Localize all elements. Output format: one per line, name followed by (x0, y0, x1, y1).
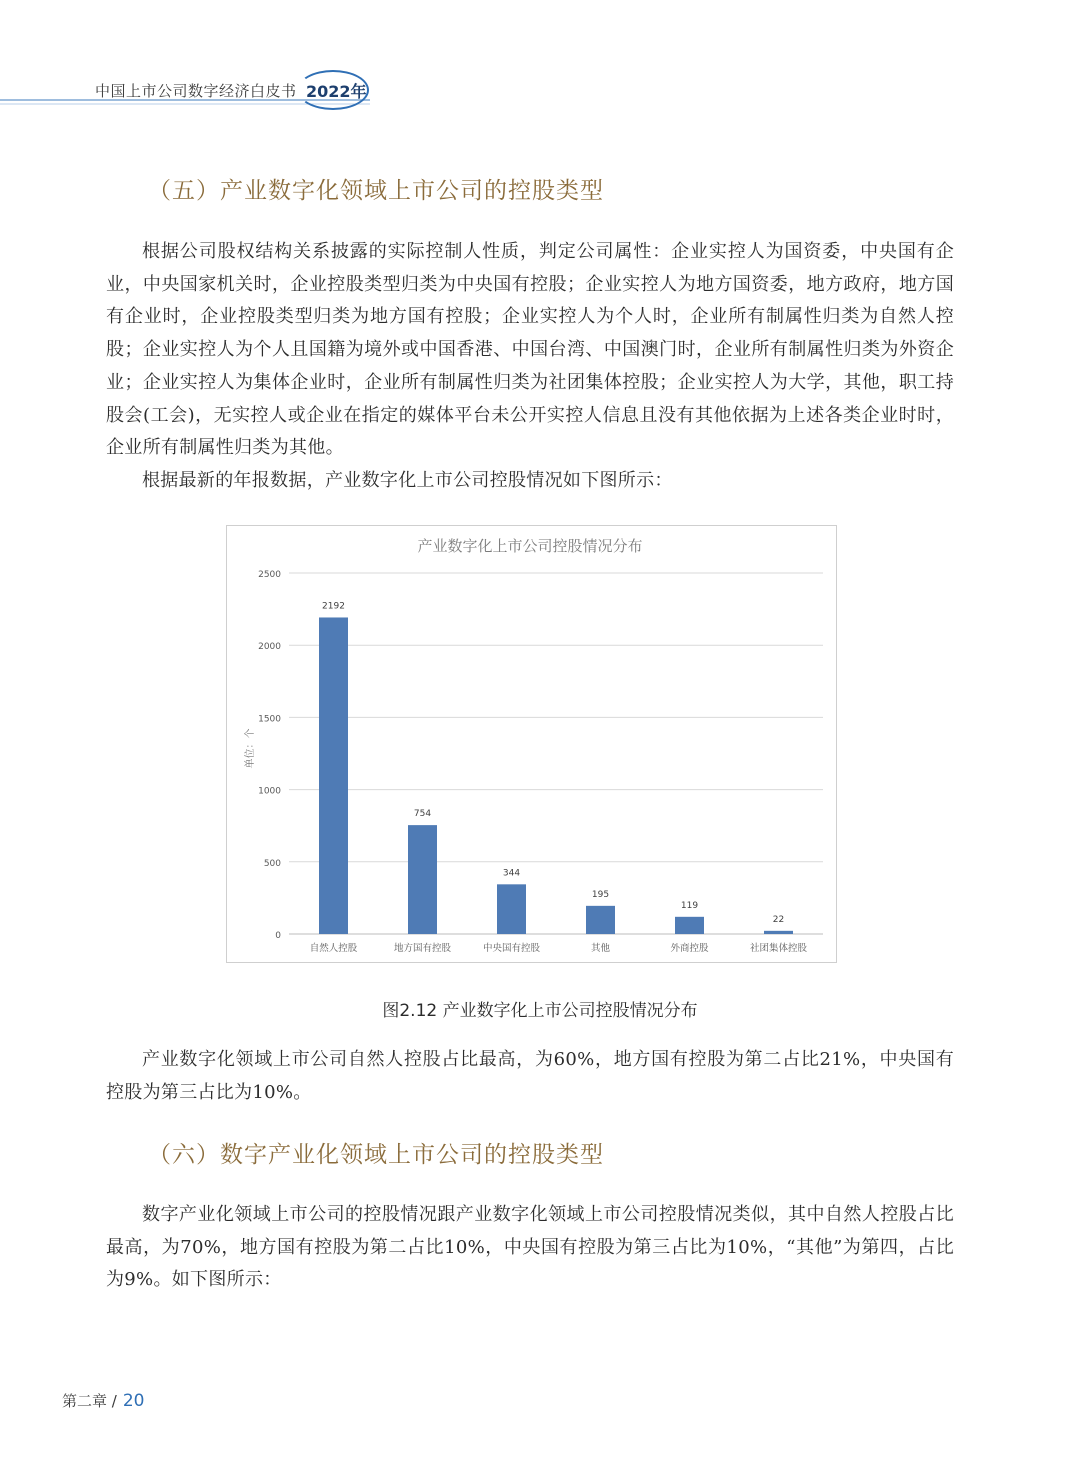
bar-1 (319, 617, 348, 934)
page-number: 20 (122, 1391, 145, 1411)
section-5-paragraph-1: 根据公司股权结构关系披露的实际控制人性质，判定公司属性：企业实控人为国资委，中央国有企业，中央国家机关时，企业控股类型归类为中央国有控股；企业实控人为地方国资委，地方政府，地方国有企业时，企业控股类型归类为地方国有控股；企业实控人为个人时，企业所有制属性归类为自然人控股；企业实控人为个人且国籍为境外或中国香港、中国台湾、中国澳门时，企业所有制属性归类为外资企业；企业实控人为集体企业时，企业所有制属性归类为社团集体控股；企业实控人为大学，其他，职工持股会(工会)，无实控人或企业在指定的媒体平台未公开实控人信息且没有其他依据为上述各类企业时时，企业所有制属性归类为其他。 (106, 241, 954, 459)
y-tick-label: 2000 (258, 642, 281, 653)
bar-value-label: 754 (413, 809, 432, 820)
bar-4 (586, 906, 615, 934)
x-tick-label: 中央国有控股 (482, 943, 541, 954)
bar-value-label: 22 (772, 914, 785, 925)
footer-chapter: 第二章 / (62, 1392, 117, 1410)
bar-value-label: 195 (591, 889, 610, 900)
chart-container (226, 525, 837, 963)
y-tick-label: 500 (263, 858, 281, 869)
header-title: 中国上市公司数字经济白皮书 (95, 82, 297, 100)
section-6-heading: （六）数字产业化领域上市公司的控股类型 (148, 1142, 604, 1168)
y-tick-label: 0 (275, 931, 281, 941)
x-tick-label: 地方国有控股 (393, 943, 452, 954)
bar-3 (497, 884, 526, 934)
y-axis-label: 单位：个 (245, 728, 256, 769)
x-tick-label: 社团集体控股 (749, 943, 808, 954)
y-tick-label: 2500 (258, 570, 281, 580)
bar-value-label: 344 (502, 868, 521, 879)
x-tick-label: 外商控股 (670, 943, 709, 954)
bar-6 (764, 931, 793, 934)
header-year: 2022年 (306, 82, 367, 101)
bar-chart (227, 526, 836, 962)
page-header (0, 60, 1080, 120)
bar-5 (675, 917, 704, 934)
y-tick-label: 1500 (258, 714, 281, 725)
bar-value-label: 119 (680, 900, 699, 911)
chart-title: 产业数字化上市公司控股情况分布 (417, 537, 643, 555)
section-5-heading: （五）产业数字化领域上市公司的控股类型 (148, 178, 604, 204)
section-5-paragraph-3: 产业数字化领域上市公司自然人控股占比最高，为60%，地方国有控股为第二占比21%，中央国有控股为第三占比为10%。 (106, 1049, 954, 1103)
bar-value-label: 2192 (322, 601, 345, 612)
x-tick-label: 自然人控股 (309, 943, 358, 954)
bar-2 (408, 825, 437, 934)
y-tick-label: 1000 (258, 786, 281, 797)
section-6-paragraph-1: 数字产业化领域上市公司的控股情况跟产业数字化领域上市公司控股情况类似，其中自然人控股占比最高，为70%，地方国有控股为第二占比10%，中央国有控股为第三占比为10%，“其他”为第四，占比为9%。如下图所示： (106, 1204, 954, 1291)
section-5-paragraph-2: 根据最新的年报数据，产业数字化上市公司控股情况如下图所示： (142, 470, 673, 491)
figure-caption: 图2.12 产业数字化上市公司控股情况分布 (382, 1001, 698, 1021)
page-footer (62, 1390, 144, 1411)
x-tick-label: 其他 (590, 943, 611, 954)
